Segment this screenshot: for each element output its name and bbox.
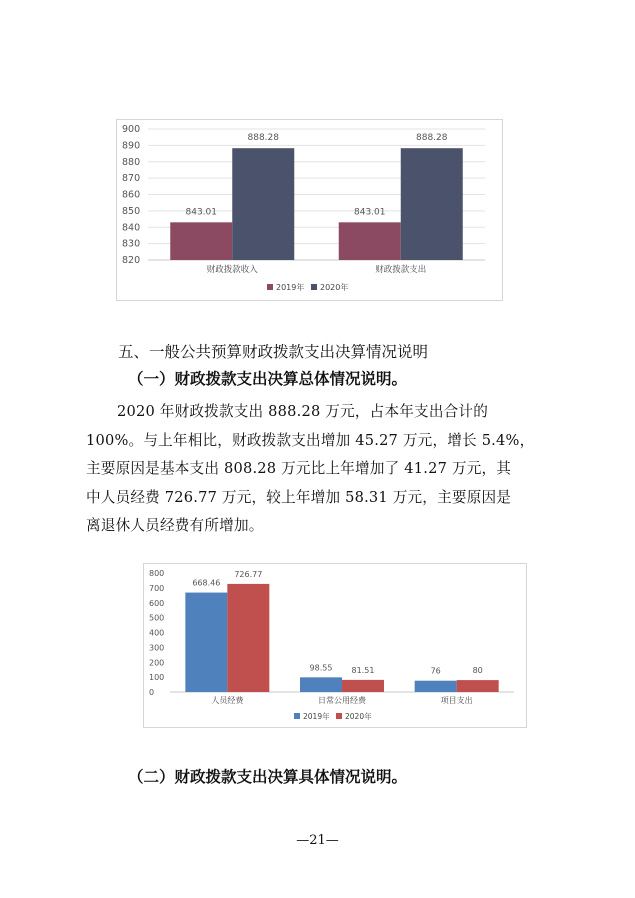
legend-label: 2019年 — [276, 283, 305, 292]
y-tick-label: 850 — [122, 205, 141, 217]
legend-swatch — [294, 713, 300, 719]
y-tick-label: 600 — [149, 598, 165, 608]
legend-label: 2019年 — [303, 712, 330, 721]
bar-chart-2 — [144, 564, 526, 727]
category-label: 人员经费 — [211, 696, 244, 705]
subheading-overall: （一）财政拨款支出决算总体情况说明。 — [128, 370, 408, 388]
data-label: 668.46 — [192, 578, 221, 588]
y-tick-label: 300 — [149, 643, 165, 653]
data-label: 98.55 — [309, 663, 333, 673]
y-tick-label: 820 — [122, 255, 141, 266]
data-label: 888.28 — [247, 133, 279, 144]
bar-2020年-人员经费 — [227, 584, 269, 692]
y-tick-label: 870 — [122, 173, 141, 185]
data-label: 843.01 — [354, 207, 386, 218]
y-tick-label: 400 — [149, 628, 165, 638]
data-label: 843.01 — [185, 207, 217, 218]
legend-label: 2020年 — [320, 283, 349, 292]
data-label: 76 — [430, 666, 441, 676]
paragraph-line: 中人员经费 726.77 万元，较上年增加 58.31 万元，主要原因是 — [86, 488, 512, 506]
bar-2020年-日常公用经费 — [342, 680, 384, 692]
y-tick-label: 840 — [122, 222, 141, 234]
legend-swatch — [267, 284, 273, 290]
bar-2020年-财政拨款支出 — [401, 148, 463, 260]
data-label: 726.77 — [234, 569, 263, 579]
chart-expenditure-breakdown — [143, 563, 527, 728]
y-tick-label: 0 — [149, 688, 155, 697]
paragraph-line: 主要原因是基本支出 808.28 万元比上年增加了 41.27 万元，其 — [86, 460, 512, 478]
legend-label: 2020年 — [345, 712, 372, 721]
bar-2019年-财政拨款收入 — [170, 222, 232, 260]
y-tick-label: 200 — [149, 658, 165, 668]
y-tick-label: 800 — [149, 569, 165, 578]
y-tick-label: 890 — [122, 140, 141, 152]
category-label: 财政拨款支出 — [375, 265, 427, 275]
y-tick-label: 700 — [149, 583, 165, 593]
category-label: 财政拨款收入 — [206, 265, 258, 275]
y-tick-label: 830 — [122, 238, 141, 250]
paragraph-line: 2020 年财政拨款支出 888.28 万元，占本年支出合计的 — [117, 403, 489, 420]
y-tick-label: 880 — [122, 156, 141, 168]
bar-2019年-人员经费 — [185, 593, 227, 692]
paragraph-line: 离退休人员经费有所增加。 — [86, 517, 264, 535]
bar-2019年-财政拨款支出 — [339, 222, 401, 260]
y-tick-label: 860 — [122, 189, 141, 201]
category-label: 日常公用经费 — [318, 696, 366, 705]
paragraph-line: 100%。与上年相比，财政拨款支出增加 45.27 万元，增长 5.4%， — [86, 431, 535, 449]
section-heading: 五、一般公共预算财政拨款支出决算情况说明 — [118, 343, 429, 361]
paragraph-overall — [86, 398, 556, 541]
chart-financial-allocation-income-expenditure — [116, 119, 503, 301]
data-label: 888.28 — [416, 133, 448, 144]
legend-swatch — [311, 284, 317, 290]
data-label: 81.51 — [351, 665, 375, 675]
data-label: 80 — [472, 666, 483, 676]
page-number: —21— — [296, 833, 339, 848]
legend-swatch — [336, 713, 342, 719]
bar-2020年-财政拨款收入 — [232, 148, 294, 260]
bar-2020年-项目支出 — [457, 680, 499, 692]
y-tick-label: 900 — [122, 124, 141, 135]
y-tick-label: 100 — [149, 673, 165, 683]
y-tick-label: 500 — [149, 613, 165, 623]
bar-2019年-日常公用经费 — [300, 677, 342, 692]
bar-2019年-项目支出 — [415, 681, 457, 692]
category-label: 项目支出 — [440, 696, 473, 705]
bar-chart-1 — [117, 120, 502, 300]
subheading-detail: （二）财政拨款支出决算具体情况说明。 — [128, 768, 408, 786]
